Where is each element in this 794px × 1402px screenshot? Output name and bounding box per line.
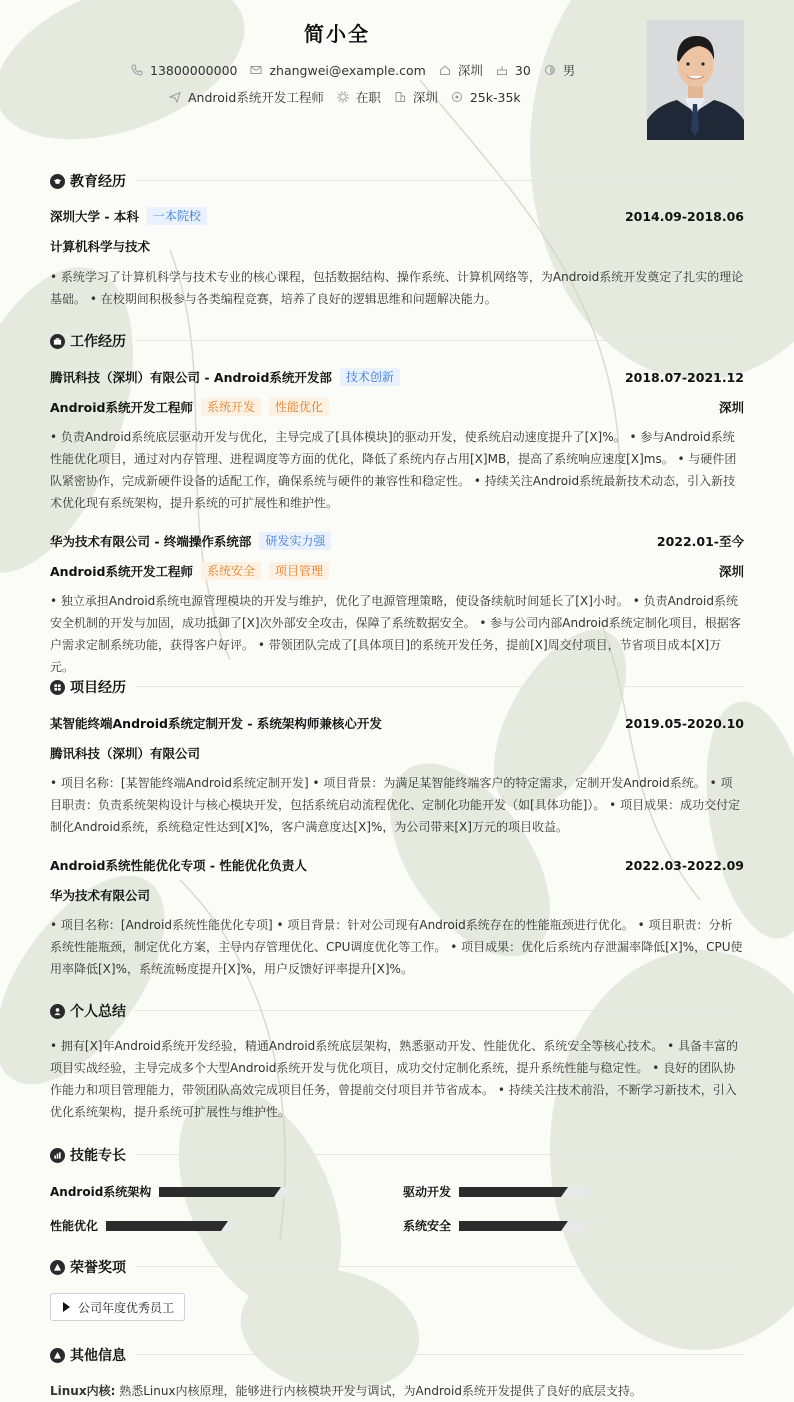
work-role-row: [50, 398, 744, 416]
job-title-text: Android系统开发工程师: [188, 90, 324, 105]
phone-text: 13800000000: [150, 62, 238, 78]
status-icon: [336, 90, 350, 104]
job-item: [336, 88, 381, 106]
section-title-summary: 个人总结: [50, 1001, 126, 1021]
project-title: 某智能终端Android系统定制开发 - 系统架构师兼核心开发: [50, 716, 382, 731]
section-divider: [135, 1354, 744, 1355]
home-icon: [438, 63, 452, 77]
section-divider: [135, 686, 744, 687]
major-name: 计算机科学与技术: [50, 239, 151, 254]
school-tag: 一本院校: [147, 207, 207, 225]
project-header: [50, 714, 744, 732]
section-title-education: 教育经历: [50, 171, 126, 191]
skill-item: [50, 1183, 287, 1200]
briefcase-icon: [50, 334, 65, 349]
graduation-cap-icon: [50, 174, 65, 189]
project-date: 2022.03-2022.09: [624, 857, 744, 873]
profile-photo: [647, 20, 744, 140]
education-description: • 系统学习了计算机科学与技术专业的核心课程，包括数据结构、操作系统、计算机网络等，为Android系统开发奠定了扎实的理论基础。 • 在校期间积极参与各类编程竞赛，培养了良好的逻辑思维和问题解决能力。: [50, 270, 744, 306]
grid-icon: [50, 680, 65, 695]
project-company: 华为技术有限公司: [50, 888, 151, 903]
skill-bar-fill: [159, 1187, 274, 1197]
contact-item: [249, 63, 425, 78]
skill-bar: [459, 1221, 587, 1231]
role-tag: 系统安全: [201, 562, 261, 580]
role-name: Android系统开发工程师: [50, 564, 194, 579]
email-text: zhangwei@example.com: [269, 62, 426, 78]
skill-name: 性能优化: [50, 1219, 99, 1233]
skill-item: [403, 1183, 587, 1200]
section-title-work: 工作经历: [50, 331, 126, 351]
play-arrow-icon: [63, 1302, 70, 1312]
skill-bar: [459, 1187, 587, 1197]
education-header: [50, 207, 744, 225]
education-date: 2014.09-2018.06: [624, 208, 744, 224]
role-tag: 性能优化: [269, 398, 329, 416]
work-city-text: 深圳: [412, 90, 438, 105]
skill-name: 系统安全: [403, 1219, 452, 1233]
work-date: 2022.01-至今: [656, 534, 744, 549]
job-item: [168, 88, 324, 106]
company-tag: 研发实力强: [259, 532, 331, 550]
work-header: [50, 368, 744, 386]
work-date: 2018.07-2021.12: [624, 369, 744, 385]
project-company: 腾讯科技（深圳）有限公司: [50, 746, 201, 761]
city-text: 深圳: [457, 63, 483, 78]
contact-item: [438, 61, 483, 79]
school-name: 深圳大学 - 本科: [50, 209, 139, 224]
skill-name: Android系统架构: [50, 1185, 152, 1199]
section-title-projects: 项目经历: [50, 677, 126, 697]
phone-icon: [130, 63, 144, 77]
skill-bar: [159, 1187, 287, 1197]
other-info: [50, 1380, 744, 1402]
skill-bar-fill: [459, 1221, 561, 1231]
role-name: Android系统开发工程师: [50, 400, 194, 415]
section-title-awards: 荣誉奖项: [50, 1257, 126, 1277]
mail-icon: [249, 63, 263, 77]
other-info-label: Linux内核:: [50, 1384, 116, 1398]
bar-chart-icon: [50, 1148, 65, 1163]
education-major-row: [50, 237, 744, 255]
project-company-row: [50, 744, 744, 762]
skill-item: [403, 1217, 587, 1234]
work-city: 深圳: [718, 564, 744, 579]
job-row: [168, 88, 533, 106]
building-icon: [393, 90, 407, 104]
job-item: [393, 88, 438, 106]
skill-item: [50, 1217, 234, 1234]
company-tag: 技术创新: [340, 368, 400, 386]
job-item: [450, 90, 521, 105]
role-tag: 系统开发: [201, 398, 261, 416]
work-header: [50, 532, 744, 550]
company-name: 华为技术有限公司 - 终端操作系统部: [50, 534, 252, 549]
project-description: • 项目名称：[某智能终端Android系统定制开发] • 项目背景：为满足某智能终端客户的特定需求，定制开发Android系统。 • 项目职责：负责系统架构设计与核心模块开发，包括系统启动流程优化、定制化功能开发（如[具体功能]）。 • 项目成果：成功交付定制化Android系统，系统稳定性达到[X]%，客户满意度达[X]%，为公司带来[X]万元的项目收益。: [50, 776, 741, 834]
section-divider: [135, 180, 744, 181]
project-title: Android系统性能优化专项 - 性能优化负责人: [50, 858, 307, 873]
section-title-other: 其他信息: [50, 1345, 126, 1365]
work-description: • 独立承担Android系统电源管理模块的开发与维护，优化了电源管理策略，使设备续航时间延长了[X]小时。 • 负责Android系统安全机制的开发与加固，成功抵御了[X]次外部安全攻击，保障了系统数据安全。 • 参与公司内部Android系统定制化项目，根据客户需求定制系统功能，获得客户好评。 • 带领团队完成了[具体项目]的系统开发任务，提前[X]周交付项目，节省项目成本[X]万元。: [50, 594, 741, 674]
salary-icon: [450, 90, 464, 104]
contact-item: [543, 61, 576, 79]
contact-item: [495, 63, 531, 78]
company-name: 腾讯科技（深圳）有限公司 - Android系统开发部: [50, 370, 332, 385]
send-icon: [168, 90, 182, 104]
project-description: • 项目名称：[Android系统性能优化专项] • 项目背景：针对公司现有Android系统存在的性能瓶颈进行优化。 • 项目职责：分析系统性能瓶颈，制定优化方案，主导内存管理优化、CPU调度优化等工作。 • 项目成果：优化后系统内存泄漏率降低[X]%，CPU使用率降低[X]%，系统流畅度提升[X]%，用户反馈好评率提升[X]%。: [50, 918, 743, 976]
skill-name: 驱动开发: [403, 1185, 452, 1199]
work-role-row: [50, 562, 744, 580]
project-date: 2019.05-2020.10: [624, 715, 744, 731]
skill-bar: [106, 1221, 234, 1231]
work-city: 深圳: [718, 400, 744, 415]
work-description: • 负责Android系统底层驱动开发与优化，主导完成了[具体模块]的驱动开发，使系统启动速度提升了[X]%。 • 参与Android系统性能优化项目，通过对内存管理、进程调度等方面的优化，降低了系统内存占用[X]MB，提高了系统响应速度[X]ms。 • 与硬件团队紧密协作，完成新硬件设备的适配工作，确保系统与硬件的兼容性和稳定性。 • 持续关注Android系统最新技术动态，引入新技术优化现有系统架构，提升系统的可扩展性和维护性。: [50, 430, 737, 510]
role-tag: 项目管理: [269, 562, 329, 580]
project-company-row: [50, 886, 744, 904]
salary-text: 25k-35k: [469, 89, 521, 105]
skill-bar-fill: [106, 1221, 221, 1231]
skill-bar-fill: [459, 1187, 561, 1197]
award-item[interactable]: [50, 1293, 185, 1321]
contact-row: [130, 61, 587, 79]
section-divider: [135, 1010, 744, 1011]
section-title-skills: 技能专长: [50, 1145, 126, 1165]
other-info-text: 熟悉Linux内核原理，能够进行内核模块开发与调试，为Android系统开发提供了良好的底层支持。: [115, 1384, 642, 1398]
section-divider: [135, 1154, 744, 1155]
gender-icon: [543, 63, 557, 77]
award-icon: [50, 1260, 65, 1275]
gender-text: 男: [562, 63, 576, 78]
award-name: 公司年度优秀员工: [78, 1300, 175, 1315]
info-icon: [50, 1348, 65, 1363]
user-icon: [50, 1004, 65, 1019]
contact-item: [130, 63, 237, 78]
age-icon: [495, 63, 509, 77]
section-divider: [135, 1266, 744, 1267]
summary-text: • 拥有[X]年Android系统开发经验，精通Android系统底层架构，熟悉驱动开发、性能优化、系统安全等核心技术。 • 具备丰富的项目实战经验，主导完成多个大型Android系统开发与优化项目，成功交付定制化系统，提升系统性能与稳定性。 • 良好的团队协作能力和项目管理能力，带领团队高效完成项目任务，曾提前交付项目并节省成本。 • 持续关注技术前沿，不断学习新技术，引入优化系统架构，提升系统可扩展性与维护性。: [50, 1039, 738, 1119]
section-divider: [135, 340, 744, 341]
project-header: [50, 856, 744, 874]
age-text: 30: [514, 62, 531, 78]
status-text: 在职: [355, 90, 381, 105]
candidate-name: 简小全: [304, 22, 370, 46]
